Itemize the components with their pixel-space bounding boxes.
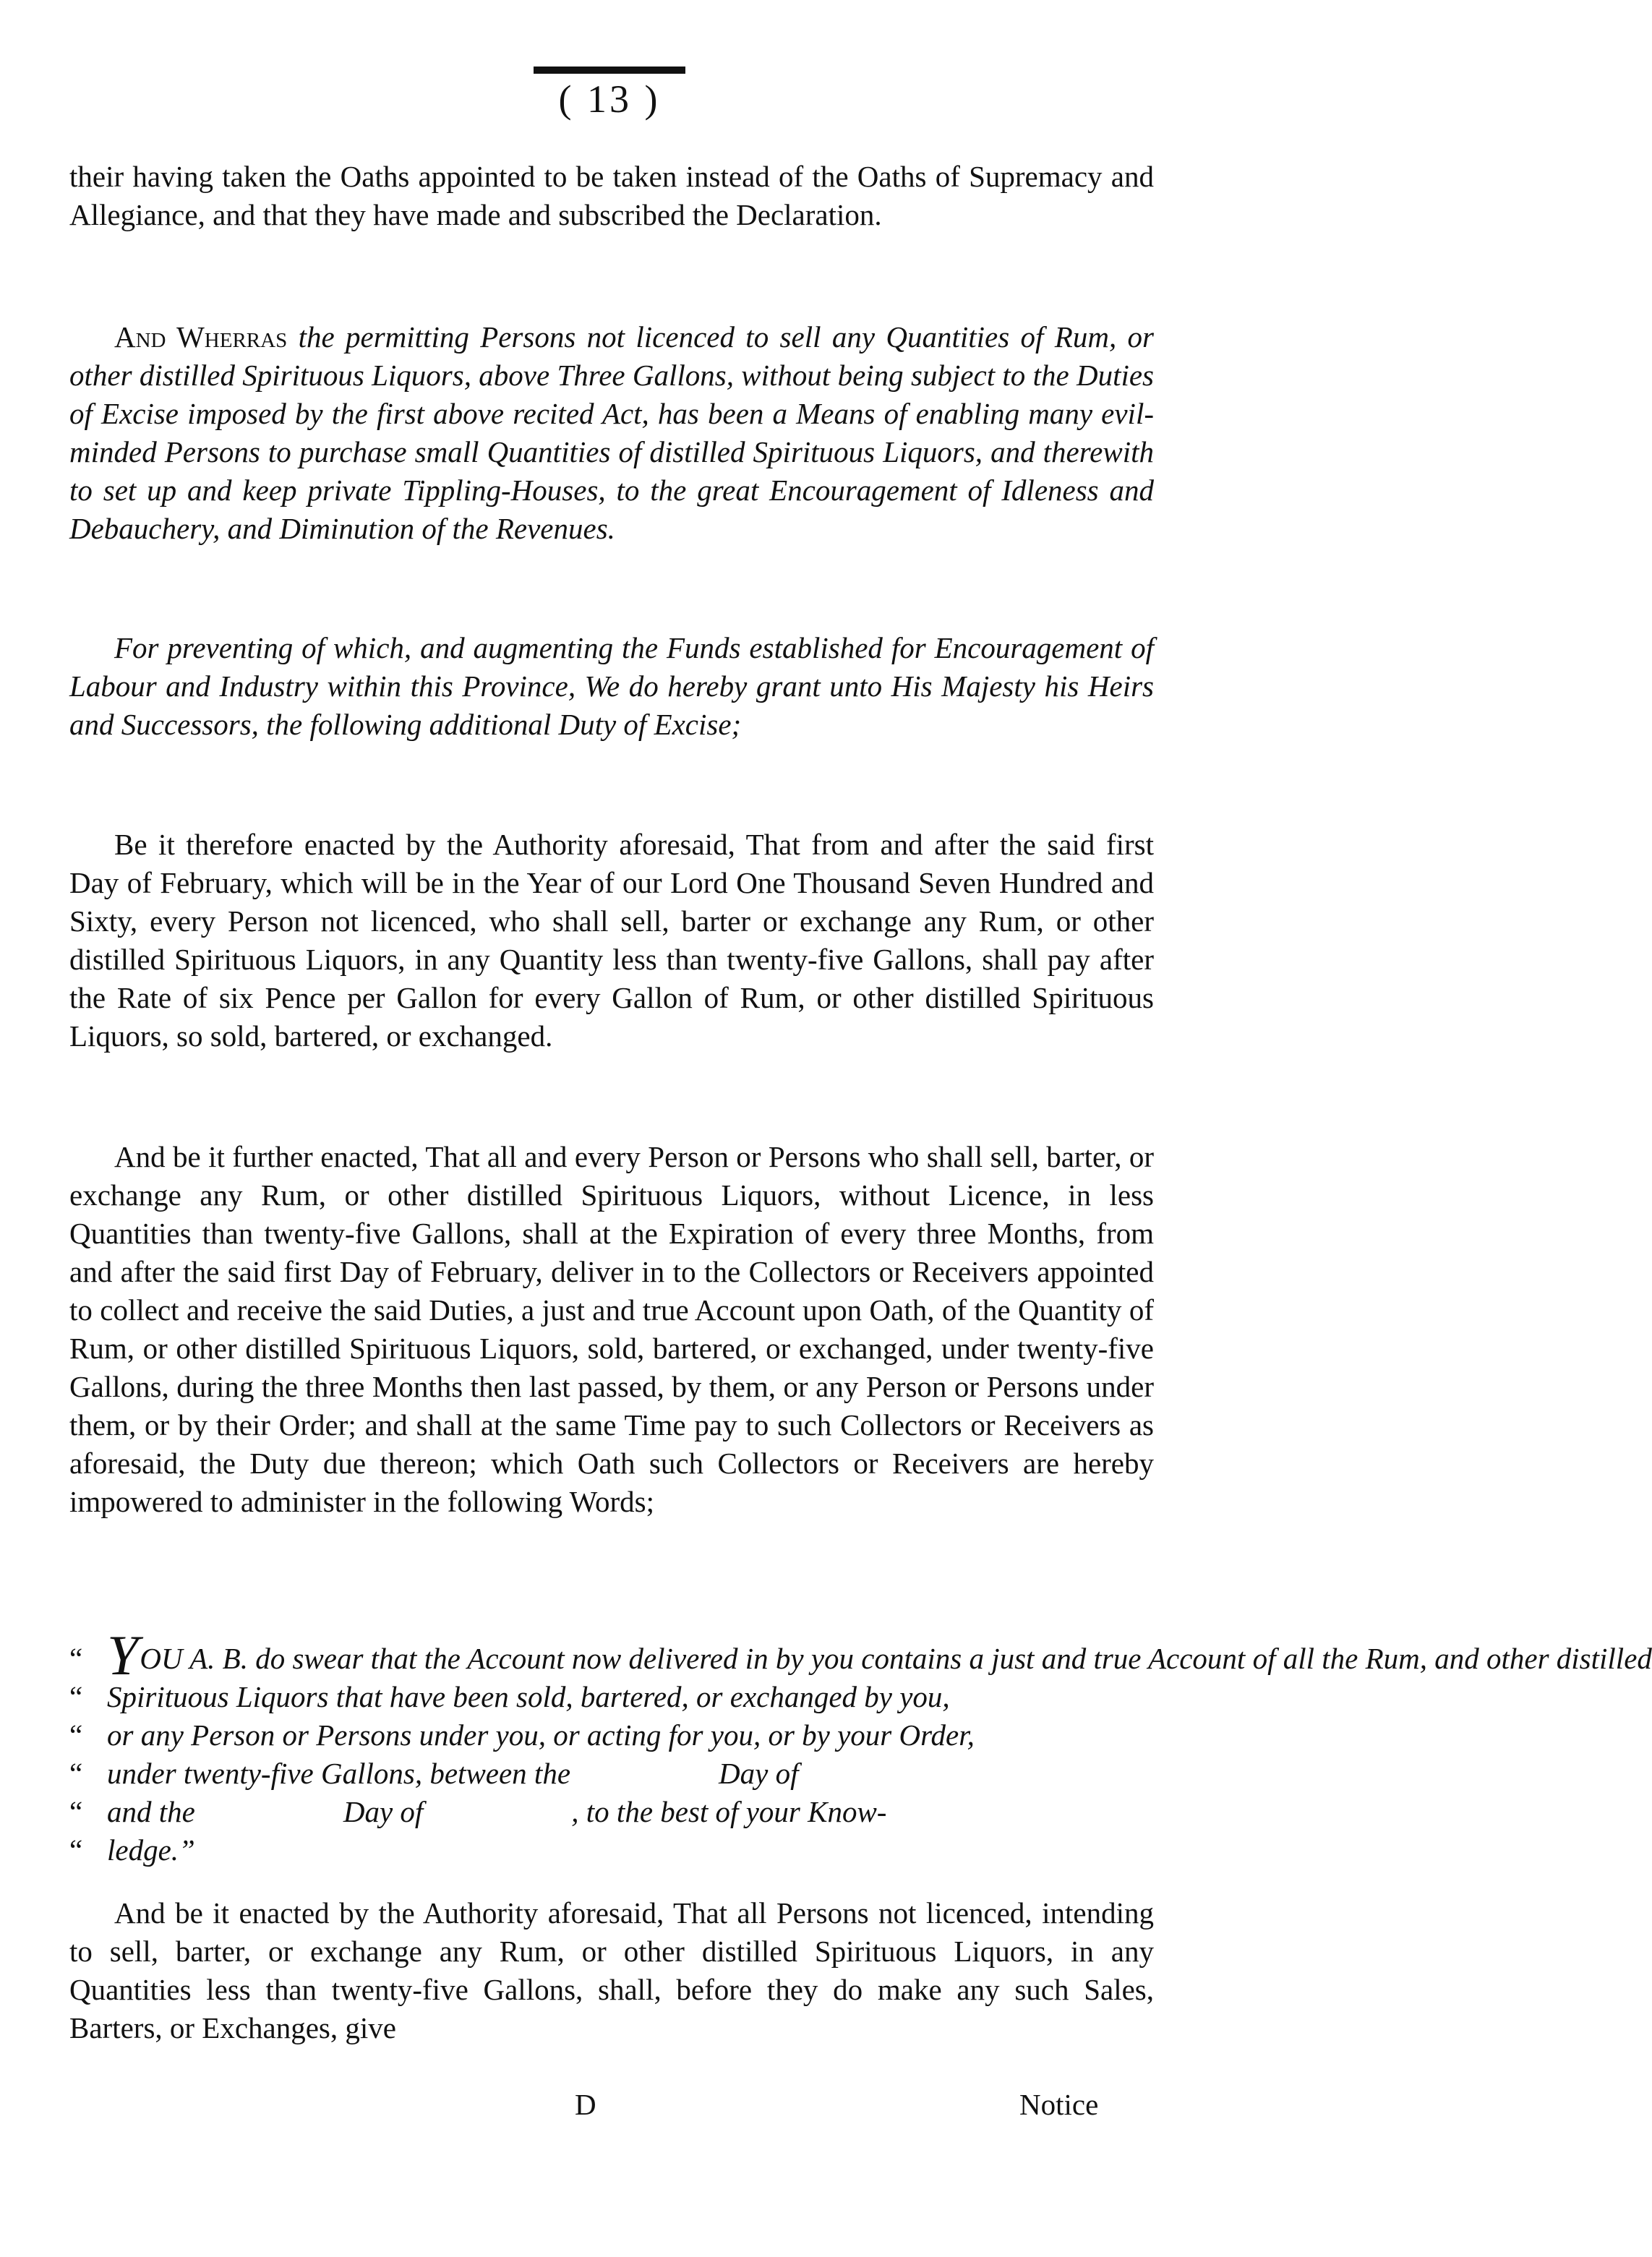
final-text: And be it enacted by the Authority aforesaid, That all Persons not licenced, intending to sell, barter, or exchange any Rum, or other distilled Spirituous Liquors, in any Quantities less than twenty-five Gallons, shall, before they do make any such Sales, Barters, or Exchanges, give — [69, 1896, 1154, 2044]
oath-line-2: “ Spirituous Liquors that have been sold, bartered, or exchanged by you, — [69, 1680, 950, 1713]
oath-line-5-text: and the Day of , to the best of your Know- — [107, 1795, 887, 1828]
paragraph-whereas — [69, 318, 1154, 548]
oath-line-3-text: or any Person or Persons under you, or acting for you, or by your Order, — [107, 1718, 975, 1752]
oath-line-6: “ ledge.” — [69, 1833, 195, 1867]
further-text: And be it further enacted, That all and every Person or Persons who shall sell, barter, or exchange any Rum, or other distilled Spirituous Liquors, without Licence, in less Quantities than twenty-five Gallons, shall at the Expiration of every three Months, from and after the said first Day of February, deliver in to the Collectors or Receivers appointed to collect and receive the said Duties, a just and true Account upon Oath, of the Quantity of Rum, or other distilled Spirituous Liquors, sold, bartered, or exchanged, under twenty-five Gallons, during the three Months then last passed, by them, or any Person or Persons under them, or by their Order; and shall at the same Time pay to such Collectors or Receivers as aforesaid, the Duty due thereon; which Oath such Collectors or Receivers are hereby impowered to administer in the following Words; — [69, 1140, 1154, 1518]
oath-form — [69, 1624, 1652, 1870]
oath-line-6-text: ledge.” — [107, 1833, 195, 1867]
oath-quote-mark: “ — [69, 1642, 83, 1675]
paragraph-preventing — [69, 629, 1154, 744]
catchword: Notice — [1019, 2088, 1099, 2121]
enacted-text: Be it therefore enacted by the Authority aforesaid, That from and after the said first Day of February, which will be in the Year of our Lord One Thousand Seven Hundred and Sixty, every Person not licenced, who shall sell, barter or exchange any Rum, or other distilled Spirituous Liquors, in any Quantity less than twenty-five Gallons, shall pay after the Rate of six Pence per Gallon for every Gallon of Rum, or other distilled Spirituous Liquors, so sold, bartered, or exchanged. — [69, 828, 1154, 1053]
preventing-text: For preventing of which, and augmenting the Funds established for Encouragement of Labour and Industry within this Province, We do hereby grant unto His Majesty his Heirs and Successors, the following additional Duty of Excise; — [69, 631, 1154, 741]
oath-line-3: “ or any Person or Persons under you, or acting for you, or by your Order, — [69, 1718, 975, 1752]
page-number: ( 13 ) — [534, 67, 685, 124]
oath-line-4-text: under twenty-five Gallons, between the Day of — [107, 1757, 799, 1790]
oath-line-2-text: Spirituous Liquors that have been sold, bartered, or exchanged by you, — [107, 1680, 950, 1713]
paragraph-enacted — [69, 826, 1154, 1055]
oath-dropcap: Y — [107, 1624, 139, 1687]
whereas-body: the permitting Persons not licenced to sell any Quantities of Rum, or other distilled Spirituous Liquors, above Three Gallons, without being subject to the Duties of Excise imposed by the first above recited Act, has been a Means of enabling many evil-minded Persons to purchase small Quantities of distilled Spirituous Liquors, and therewith to set up and keep private Tippling-Houses, to the great Encouragement of Idleness and Debauchery, and Diminution of the Revenues. — [69, 320, 1155, 545]
intro-text: their having taken the Oaths appointed to be taken instead of the Oaths of Supremacy and Allegiance, and that they have made and subscribed the Declaration. — [69, 160, 1154, 231]
oath-line-4: “ under twenty-five Gallons, between the Day of — [69, 1757, 799, 1790]
paragraph-final — [69, 1894, 1154, 2047]
oath-line-1 — [69, 1624, 1652, 1687]
signature-mark: D — [575, 2088, 596, 2121]
oath-line-1-text: OU A. B. do swear that the Account now delivered in by you contains a just and true Account of all the Rum, and other distilled — [140, 1642, 1652, 1675]
whereas-lead: And Wherras — [114, 320, 288, 354]
paragraph-further-enacted — [69, 1138, 1154, 1521]
oath-line-5: “ and the Day of , to the best of your Know- — [69, 1795, 887, 1828]
paragraph-intro — [69, 158, 1154, 234]
whereas-text — [69, 318, 1154, 548]
